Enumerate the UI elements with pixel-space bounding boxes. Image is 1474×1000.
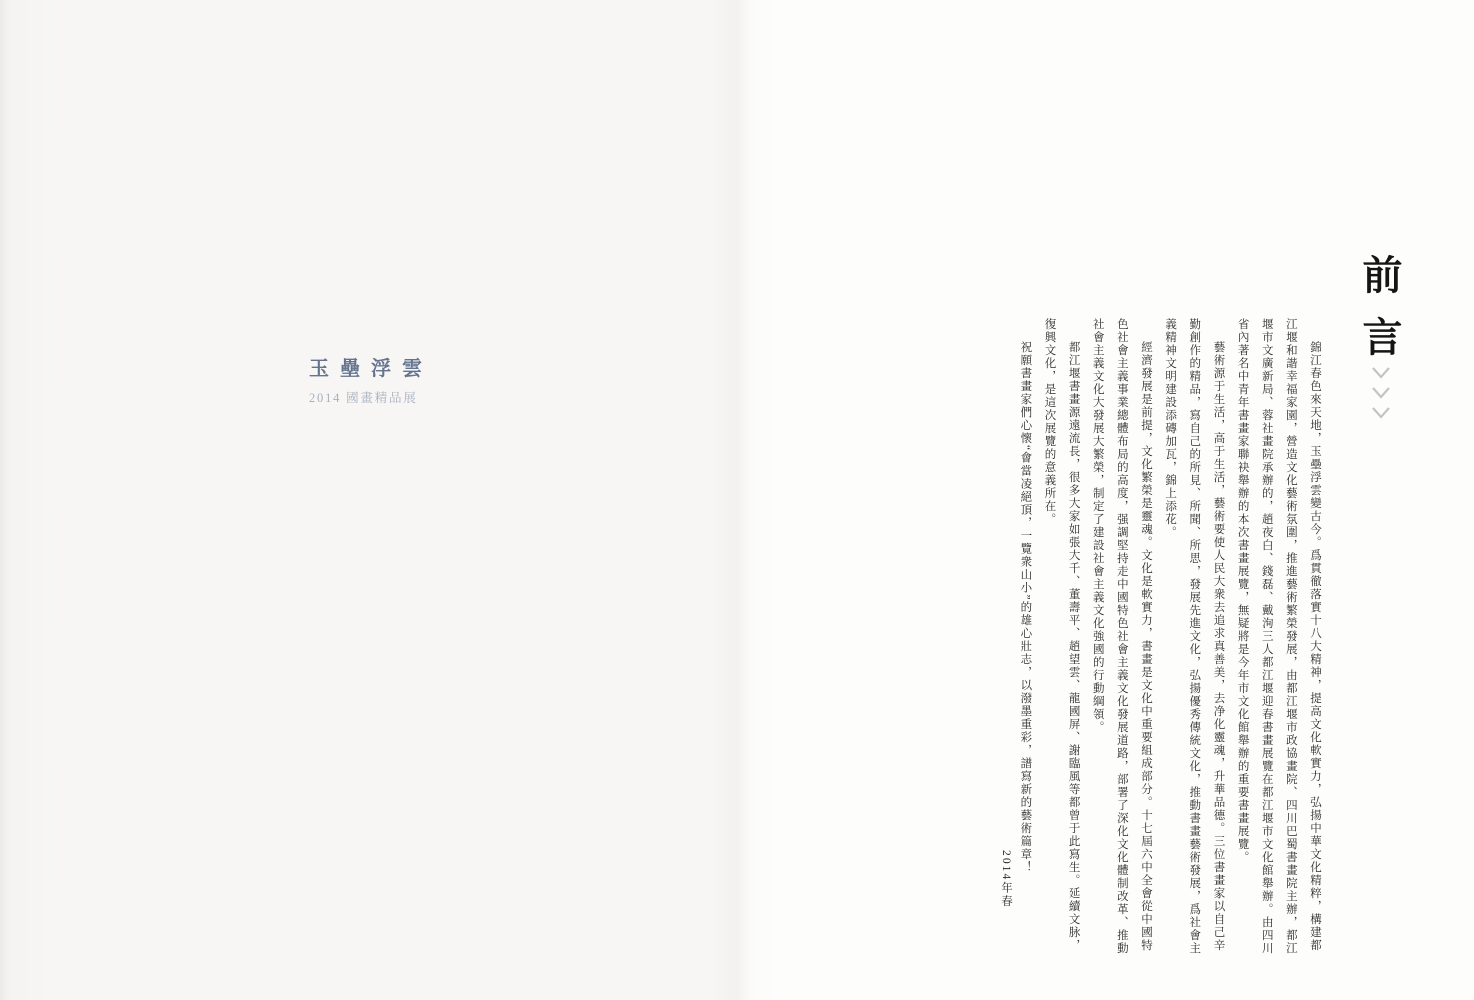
exhibition-subtitle: 2014 國畫精品展 — [309, 391, 418, 405]
preface-paragraph: 藝術源于生活，高于生活，藝術要使人民大衆去追求真善美，去净化靈魂，升華品德。三位書畫家以自己辛勤創作的精品，寫自己的所見、所聞、所思，發展先進文化，弘揚優秀傳統文化，推動書畫藝術發展，爲社會主義精神文明建設添磚加瓦，錦上添花。 — [1164, 318, 1225, 955]
right-page — [738, 0, 1474, 1000]
preface-paragraph: 都江堰書畫源遠流長，很多大家如張大千、董壽平、趙望雲、龍國屏、謝臨風等都曾于此寫生。延續文脉，復興文化，是這次展覽的意義所在。 — [1043, 318, 1080, 952]
preface-heading: 前言 — [1357, 254, 1402, 378]
preface-paragraph: 經濟發展是前提，文化繁榮是靈魂。文化是軟實力，書畫是文化中重要組成部分。十七屆六中全會從中國特色社會主義事業總體布局的高度，强調堅持走中國特色社會主義文化發展道路，部署了深化文化體制改革、推動社會主義文化大發展大繁榮，制定了建設社會主義文化強國的行動綱領。 — [1091, 318, 1153, 955]
date-signature: 2014年春 — [1000, 850, 1012, 909]
exhibition-title: 玉壘浮雲 — [309, 358, 433, 380]
triple-chevron-down-icon — [1370, 366, 1392, 432]
preface-body — [1013, 318, 1327, 960]
preface-paragraph: 祝願書畫家們心懷“會當凌絕頂，一覽衆山小”的雄心壯志，以潑墨重彩，譜寫新的藝術篇章！ — [1019, 341, 1032, 874]
preface-paragraph: 錦江春色來天地，玉壘浮雲變古今。爲貫徹落實十八大精神，提高文化軟實力，弘揚中華文化精粹，構建都江堰和諧幸福家園，營造文化藝術氛圍，推進藝術繁榮發展，由都江堰市政協畫院、四川巴蜀書畫院主辦，都江堰市文廣新局、蓉社畫院承辦的，趙夜白、錢磊、戴洵三人都江堰迎春書畫展覽在都江堰市文化館舉辦。由四川省內著名中青年書畫家聯袂舉辦的本次書畫展覽，無疑將是今年市文化館舉辦的重要書畫展覽。 — [1236, 318, 1321, 955]
exhibition-title-block — [309, 352, 433, 406]
